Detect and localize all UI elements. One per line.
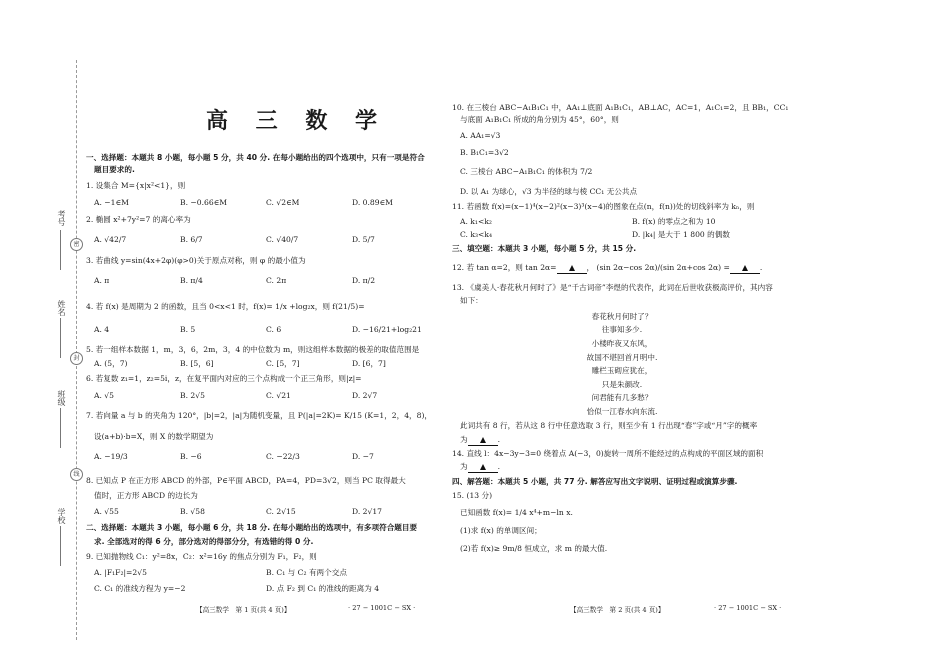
question-1: 1. 设集合 M={x|x²<1}，则	[86, 181, 186, 190]
binding-strip	[56, 60, 84, 640]
q7-option-b: B. −6	[180, 452, 202, 461]
poem-line: 故国不堪回首月明中.	[586, 353, 658, 362]
section-1-heading-cont: 题目要求的.	[94, 165, 135, 174]
q8-option-b: B. √58	[180, 507, 205, 516]
question-2: 2. 椭圆 x²+7y²=7 的离心率为	[86, 215, 191, 224]
q1-option-b: B. −0.66∈M	[180, 198, 228, 207]
question-3: 3. 若曲线 y=sin(4x+2φ)(φ>0)关于原点对称，则 φ 的最小值为	[86, 256, 306, 265]
q6-option-c: C. √21	[266, 391, 291, 400]
seal-mark: 密	[70, 238, 83, 251]
q2-option-b: B. 6/7	[180, 235, 203, 244]
question-15-part-2: (2)若 f(x)≥ 9m/8 恒成立，求 m 的最大值.	[460, 544, 608, 553]
section-2-heading: 二、选择题：本题共 3 小题，每小题 6 分，共 18 分. 在每小题给出的选项中，有多项符合题目要	[86, 523, 418, 532]
answer-blank	[468, 434, 498, 446]
q5-option-b: B. [5，6]	[180, 359, 214, 368]
question-4: 4. 若 f(x) 是周期为 2 的函数，且当 0<x<1 时，f(x)= 1/x +log₂x，则 f(21/5)=	[86, 302, 365, 311]
question-15-header: 15. (13 分)	[452, 491, 493, 500]
q6-option-a: A. √5	[94, 391, 114, 400]
q3-option-b: B. π/4	[180, 276, 203, 285]
q10-option-a: A. AA₁=√3	[460, 131, 501, 140]
question-5: 5. 若一组样本数据 1，m，3，6，2m，3，4 的中位数为 m，则这组样本数据的极差的取值范围是	[86, 345, 420, 354]
q9-option-d: D. 点 F₂ 到 C₁ 的准线的距离为 4	[266, 584, 380, 593]
q8-option-a: A. √55	[94, 507, 119, 516]
q11-option-c: C. k₃<k₄	[460, 230, 493, 239]
triangle-marker-icon	[569, 265, 575, 271]
poem-line: 问君能有几多愁？	[591, 393, 653, 402]
q2-option-d: D. 5/7	[352, 235, 375, 244]
q5-option-d: D. [6，7]	[352, 359, 386, 368]
q8-option-c: C. 2√15	[266, 507, 296, 516]
q6-option-d: D. 2√7	[352, 391, 378, 400]
section-1-heading: 一、选择题：本题共 8 小题，每小题 5 分，共 40 分. 在每小题给出的四个选项中，只有一项是符合	[86, 153, 425, 162]
q7-option-d: D. −7	[352, 452, 374, 461]
q4-option-a: A. 4	[94, 325, 110, 334]
question-15-text: 已知函数 f(x)= 1/4 x⁴+m−ln x.	[460, 508, 573, 517]
label-school: 学校	[57, 508, 66, 524]
cut-line	[76, 60, 77, 640]
q3-option-a: A. π	[94, 276, 110, 285]
q6-option-b: B. 2√5	[180, 391, 205, 400]
poem-line: 春花秋月何时了？	[591, 312, 653, 321]
poem-line: 雕栏玉砌应犹在，	[591, 366, 653, 375]
section-2-heading-cont: 求. 全部选对的得 6 分，部分选对的得部分分，有选错的得 0 分.	[94, 537, 314, 546]
q13-prefix: 为	[460, 435, 468, 444]
q1-option-d: D. 0.89∈M	[352, 198, 393, 207]
footer-page-2: 【高三数学 第 2 页(共 4 页)】	[570, 606, 665, 614]
q5-option-a: A. (5，7)	[94, 359, 128, 368]
q10-option-b: B. B₁C₁=3√2	[460, 148, 509, 157]
q9-option-a: A. |F₁F₂|=2√5	[94, 568, 147, 577]
answer-blank	[557, 262, 587, 274]
q10-option-d: D. 以 A₁ 为球心，√3 为半径的球与棱 CC₁ 无公共点	[460, 187, 638, 196]
poem-line: 只是朱颜改.	[601, 380, 643, 389]
answer-blank	[730, 262, 760, 274]
question-13-cont: 如下：	[460, 296, 483, 305]
q9-option-b: B. C₁ 与 C₂ 有两个交点	[266, 568, 347, 577]
triangle-marker-icon	[742, 265, 748, 271]
q5-option-c: C. [5，7]	[266, 359, 300, 368]
seal-mark: 线	[70, 468, 83, 481]
write-line-name	[60, 318, 61, 358]
q3-option-d: D. π/2	[352, 276, 376, 285]
q4-option-b: B. 5	[180, 325, 196, 334]
section-3-heading: 三、填空题：本题共 3 小题，每小题 5 分，共 15 分.	[452, 244, 637, 253]
q12-fraction: (sin 2α−cos 2α)/(sin 2α+cos 2α) =	[596, 263, 730, 272]
q2-option-c: C. √40/7	[266, 235, 299, 244]
q11-option-b: B. f(x) 的零点之和为 10	[632, 217, 716, 226]
q8-option-d: D. 2√17	[352, 507, 382, 516]
question-9: 9. 已知抛物线 C₁：y²=8x，C₂：x²=16y 的焦点分别为 F₁，F₂，则	[86, 552, 317, 561]
write-line-school	[60, 526, 61, 566]
answer-blank	[468, 461, 498, 473]
question-11: 11. 若函数 f(x)=(x−1)⁴(x−2)²(x−3)³(x−4)的图象在点(n，f(n))处的切线斜率为 kₙ，则	[452, 202, 755, 211]
question-12: 12. 若 tan α=2，则 tan 2α= ， (sin 2α−cos 2α)/(sin 2α+cos 2α) = .	[452, 263, 763, 272]
triangle-marker-icon	[480, 464, 486, 470]
question-13-text: 此词共有 8 行，若从这 8 行中任意选取 3 行，则至少有 1 行出现“春”字或“月”字的概率	[460, 421, 758, 430]
question-7-cont: 设(a+b)·b=X，则 X 的数学期望为	[94, 432, 214, 441]
write-line-class	[60, 408, 61, 448]
label-exam-number: 考号	[57, 210, 66, 226]
question-8: 8. 已知点 P 在正方形 ABCD 的外部，P∈平面 ABCD，PA=4，PD=3√2，则当 PC 取得最大	[86, 476, 406, 485]
q7-option-a: A. −19/3	[94, 452, 128, 461]
poem-line: 恰似一江春水向东流.	[586, 407, 658, 416]
q11-option-a: A. k₁<k₂	[460, 217, 492, 226]
question-7: 7. 若向量 a 与 b 的夹角为 120°，|b|=2，|a|为随机变量，且 P(|a|=2K)= K/15 (K=1，2，4，8)，	[86, 411, 433, 420]
q2-option-a: A. √42/7	[94, 235, 127, 244]
q1-option-a: A. −1∈M	[94, 198, 129, 207]
triangle-marker-icon	[480, 437, 486, 443]
exam-title: 高 三 数 学	[206, 109, 387, 134]
q1-option-c: C. √2∈M	[266, 198, 300, 207]
q4-option-d: D. −16/21+log₂21	[352, 325, 422, 334]
question-13: 13. 《虞美人·春花秋月何时了》是“千古词帝”李煜的代表作，此词在后世收获极高评价，其内容	[452, 283, 773, 292]
poem-line: 小楼昨夜又东风，	[591, 339, 653, 348]
question-14-answer: 为 .	[460, 462, 501, 471]
footer-page-1: 【高三数学 第 1 页(共 4 页)】	[196, 606, 291, 614]
q4-option-c: C. 6	[266, 325, 282, 334]
question-15-part-1: (1)求 f(x) 的单调区间；	[460, 526, 542, 535]
seal-mark: 封	[70, 352, 83, 365]
label-name: 姓名	[57, 300, 66, 316]
question-10-cont: 与底面 A₁B₁C₁ 所成的角分别为 45°，60°，则	[460, 115, 619, 124]
question-14: 14. 直线 l：4x−3y−3=0 绕着点 A(−3，0)旋转一周所不能经过的点构成的平面区域的面积	[452, 449, 764, 458]
poem-line: 往事知多少.	[601, 325, 643, 334]
q14-prefix: 为	[460, 462, 468, 471]
question-10: 10. 在三棱台 ABC−A₁B₁C₁ 中，AA₁⊥底面 A₁B₁C₁，AB⊥AC，AC=1，A₁C₁=2，且 BB₁，CC₁	[452, 103, 789, 112]
q10-option-c: C. 三棱台 ABC−A₁B₁C₁ 的体积为 7/2	[460, 167, 593, 176]
question-6: 6. 若复数 z₁=1，z₂=5i，z，在复平面内对应的三个点构成一个正三角形，则|z|=	[86, 374, 362, 383]
question-13-answer: 为 .	[460, 435, 501, 444]
question-8-cont: 值时，正方形 ABCD 的边长为	[94, 491, 198, 500]
write-line-exam-number	[60, 230, 61, 270]
footer-code-1: · 27 − 1001C − SX ·	[348, 604, 416, 612]
q7-option-c: C. −22/3	[266, 452, 300, 461]
q12-text: 12. 若 tan α=2，则 tan 2α=	[452, 263, 557, 272]
label-class: 班级	[57, 390, 66, 406]
q11-option-d: D. |k₄| 是大于 1 800 的偶数	[632, 230, 730, 239]
q3-option-c: C. 2π	[266, 276, 287, 285]
q12-sep: ，	[586, 263, 595, 272]
q9-option-c: C. C₁ 的准线方程为 y=−2	[94, 584, 186, 593]
section-4-heading: 四、解答题：本题共 5 小题，共 77 分. 解答应写出文字说明、证明过程或演算步骤.	[452, 477, 738, 486]
footer-code-2: · 27 − 1001C − SX ·	[714, 604, 782, 612]
